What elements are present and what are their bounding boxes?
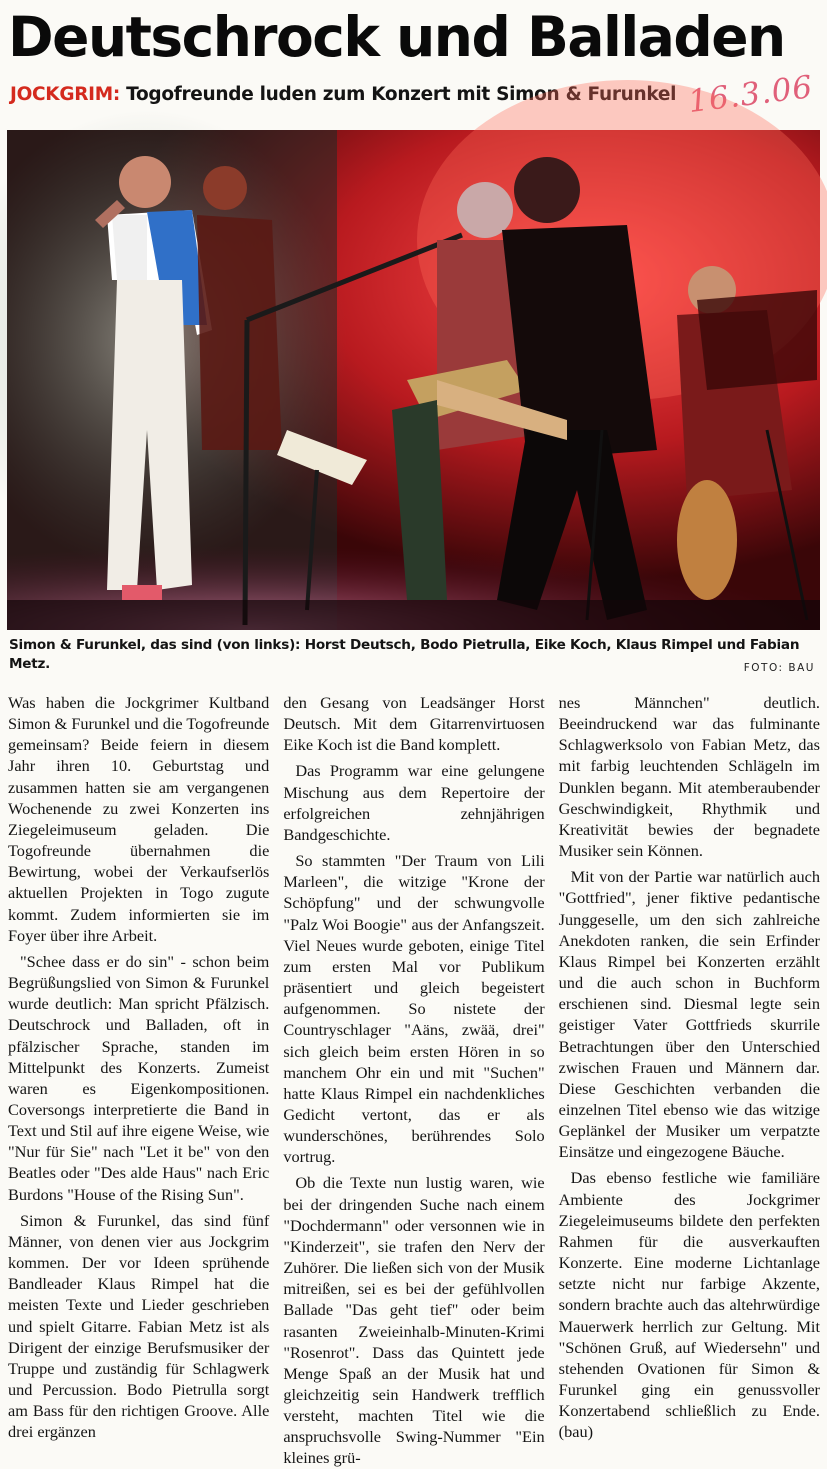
article-body <box>8 692 820 1468</box>
article-column-3 <box>559 692 820 1452</box>
handwritten-date: 16.3.06 <box>686 69 816 121</box>
subheadline-text: Togofreunde luden zum Konzert mit Simon & Furunkel <box>126 84 677 105</box>
concert-photo-illustration <box>7 130 820 630</box>
headline: Deutschrock und Balladen <box>8 5 785 69</box>
paragraph: Das ebenso festliche wie familiäre Ambiente des Jockgrimer Ziegeleimuseums bildete den perfekten Rahmen für die ausverkauften Konzerte. Eine moderne Lichtanlage setzte nicht nur farbige Akzente, sondern brachte auch das altehrwürdige Mauerwerk herrlich zur Geltung. Mit "Schönen Gruß, auf Wiedersehn" und stehenden Ovationen für Simon & Furunkel ging ein genussvoller Konzertabend schließlich zu Ende. (bau) <box>558 1168 820 1442</box>
article-column-2 <box>283 692 545 1468</box>
paragraph: nes Männchen" deutlich. Beeindruckend war das fulminante Schlagwerksolo von Fabian Metz, das mit farbig leuchtenden Schlägeln im Dunklen begann. Mit atemberaubender Geschwindigkeit, Rhythmik und Kreativität bewies der begnadete Musiker sein Können. <box>558 693 820 861</box>
paragraph: Simon & Furunkel, das sind fünf Männer, von denen vier aus Jockgrim kommen. Der vor Ideen sprühende Bandleader Klaus Rimpel hat die meisten Texte und Lieder geschrieben und spielt Gitarre. Fabian Metz ist als Dirigent der einzige Berufsmusiker der Truppe und zuständig für Schlagwerk und Percussion. Bodo Pietrulla sorgt am Bass für den richtigen Groove. Alle drei ergänzen <box>8 1210 270 1442</box>
location-kicker: JOCKGRIM: <box>10 84 120 105</box>
paragraph: Ob die Texte nun lustig waren, wie bei der dringenden Suche nach einem "Dochdermann" oder versonnen wie in "Kinderzeit", sie trafen den Nerv der Zuhörer. Die ließen sich von der Musik mitreißen, sei es bei der gefühlvollen Ballade "Das geht tief" oder beim rasanten Zweieinhalb-Minuten-Krimi "Rosenrot". Dass das Quintett jede Menge Spaß an der Musik hat und gleichzeitig sein Handwerk trefflich versteht, machten Titel wie die anspruchsvolle Swing-Nummer "Ein kleines grü- <box>283 1173 545 1468</box>
paragraph: So stammten "Der Traum von Lili Marleen", die witzige "Krone der Schöpfung" und der schwungvolle "Palz Woi Boogie" aus der Anfangszeit. Viel Neues wurde geboten, einige Titel zum ersten Mal vor Publikum präsentiert und gleich begeistert aufgenommen. So nistete der Countryschlager "Aäns, zwää, drei" sich gleich beim ersten Hören in so manchem Ohr ein und mit "Suchen" hatte Klaus Rimpel ein nachdenkliches Gedicht vertont, das er als wunderschönes, berührendes Solo vortrug. <box>283 851 545 1167</box>
photo-credit: FOTO: BAU <box>743 662 815 674</box>
paragraph: Mit von der Partie war natürlich auch "Gottfried", jener fiktive pedantische Junggeselle, um den sich zahlreiche Anekdoten ranken, die sein Erfinder Klaus Rimpel bei Konzerten erzählt und die auch schon in Buchform erschienen sind. Diesmal legte sein geistiger Vater Gottfrieds skurrile Betrachtungen über den Unterschied zwischen Frauen und Männern dar. Diese Geschichten verbanden die einzelnen Titel ebenso wie das witzige Geplänkel der Musiker um verpatzte Einsätze und eingezogene Bäuche. <box>558 867 820 1162</box>
paragraph: "Schee dass er do sin" - schon beim Begrüßungslied von Simon & Furunkel wurde deutlich: Man spricht Pfälzisch. Deutschrock und Balladen, oft in pfälzischer Sprache, standen im Mittelpunkt des Konzerts. Zumeist waren es Eigenkompositionen. Coversongs interpretierte die Band in Text und Stil auf ihre eigene Weise, wie "Nur für Sie" nach "Let it be" von den Beatles oder "Des alde Haus" nach Eric Burdons "House of the Rising Sun". <box>8 951 270 1204</box>
paragraph: Das Programm war eine gelungene Mischung aus dem Repertoire der erfolgreichen zehnjährigen Bandgeschichte. <box>283 761 545 844</box>
article-column-1 <box>8 692 269 1452</box>
photo-caption: Simon & Furunkel, das sind (von links): Horst Deutsch, Bodo Pietrulla, Eike Koch, Klaus Rimpel und Fabian Metz. <box>9 637 800 672</box>
concert-photo <box>7 130 820 630</box>
paragraph: Was haben die Jockgrimer Kultband Simon & Furunkel und die Togofreunde gemeinsam? Beide feiern in diesem Jahr ihren 10. Geburtstag und zusammen hatten sie am vergangenen Wochenende zu zwei Konzerten ins Ziegeleimuseum geladen. Die Togofreunde übernahmen die Bewirtung, wobei der Verkaufserlös aktuellen Projekten in Togo zugute kommt. Zudem informierten sie im Foyer über ihre Arbeit. <box>8 693 270 945</box>
paragraph: den Gesang von Leadsänger Horst Deutsch. Mit dem Gitarrenvirtuosen Eike Koch ist die Band komplett. <box>283 693 545 755</box>
